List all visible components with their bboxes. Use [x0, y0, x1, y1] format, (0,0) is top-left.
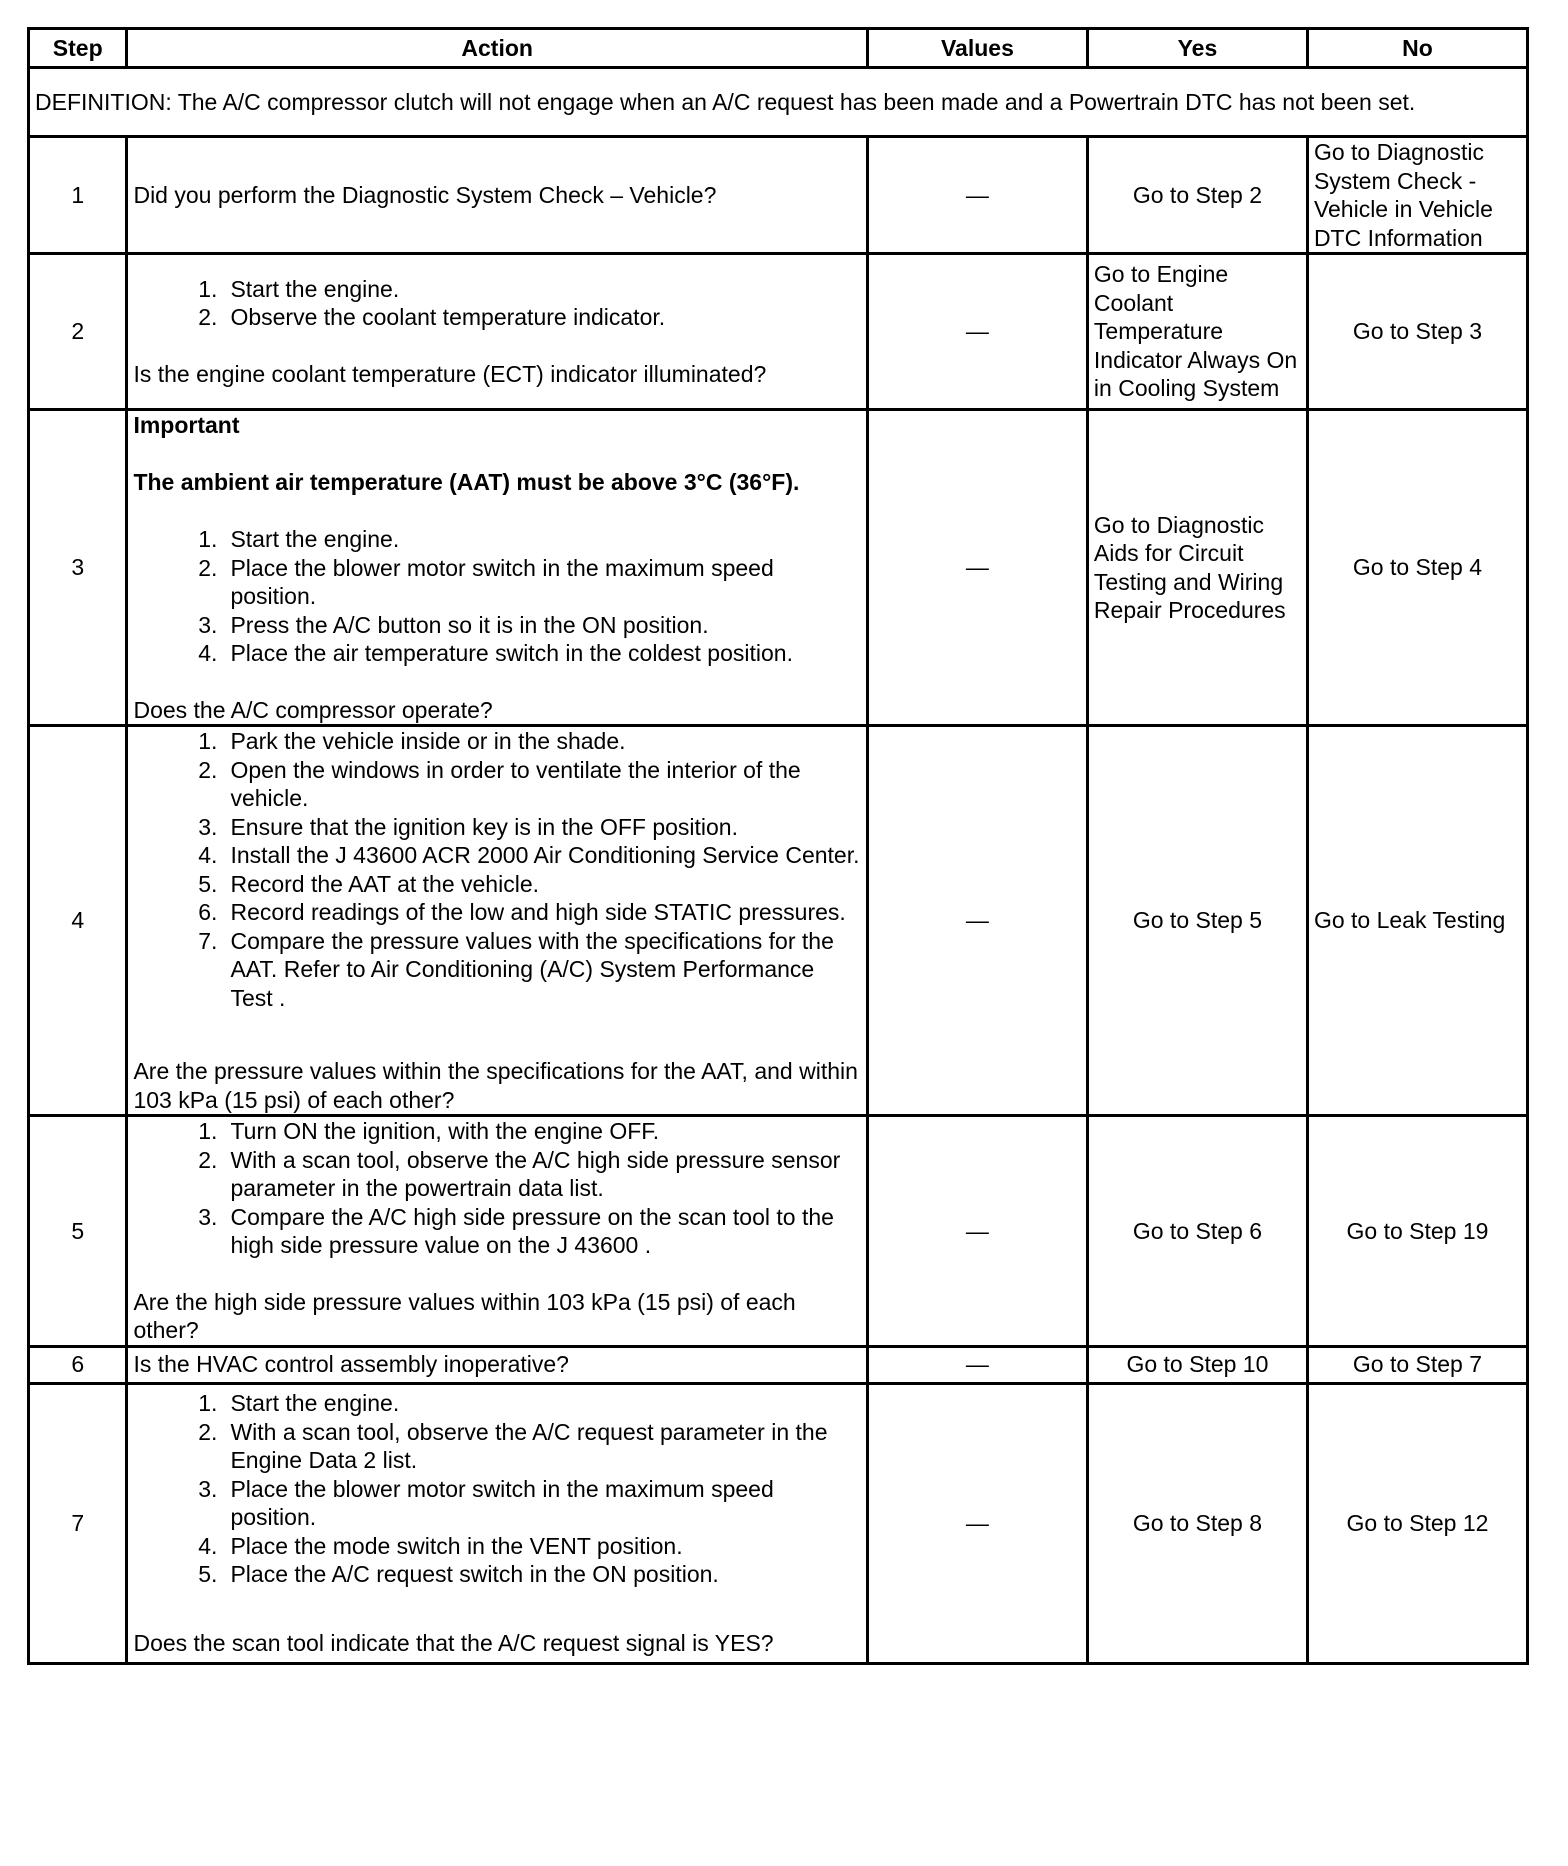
list-item: 4. Place the mode switch in the VENT position.: [198, 1532, 683, 1559]
no-cell: Go to Step 4: [1307, 410, 1527, 726]
action-cell: [127, 1383, 867, 1663]
no-cell: Go to Step 3: [1307, 254, 1527, 410]
action-question: Are the pressure values within the specifications for the AAT, and within 103 kPa (15 psi) of each other?: [133, 1058, 858, 1113]
table-row: [29, 254, 1528, 410]
action-question: Does the scan tool indicate that the A/C request signal is YES?: [133, 1629, 774, 1656]
list-item: 2. With a scan tool, observe the A/C high side pressure sensor parameter in the powertrain data list.: [198, 1146, 841, 1201]
list-item: 2. Open the windows in order to ventilate the interior of the vehicle.: [198, 756, 801, 811]
yes-cell: Go to Step 8: [1087, 1383, 1307, 1663]
action-steps: [133, 275, 860, 332]
step-number: 5: [29, 1116, 127, 1347]
list-item: 2. Place the blower motor switch in the maximum speed position.: [198, 554, 774, 609]
table-row: [29, 1346, 1528, 1383]
yes-cell: Go to Step 10: [1087, 1346, 1307, 1383]
list-item: 4. Place the air temperature switch in the coldest position.: [198, 640, 793, 666]
step-number: 7: [29, 1383, 127, 1663]
list-item: 3. Ensure that the ignition key is in the OFF position.: [198, 813, 738, 840]
list-item: 1. Turn ON the ignition, with the engine OFF.: [198, 1118, 660, 1144]
action-steps: [133, 525, 860, 668]
list-item: 2. With a scan tool, observe the A/C request parameter in the Engine Data 2 list.: [198, 1418, 828, 1473]
yes-cell: Go to Step 6: [1087, 1116, 1307, 1347]
yes-cell: Go to Step 2: [1087, 137, 1307, 254]
yes-cell: Go to Diagnostic Aids for Circuit Testing and Wiring Repair Procedures: [1087, 410, 1307, 726]
list-item: 1. Start the engine.: [198, 275, 400, 302]
yes-cell: Go to Step 5: [1087, 726, 1307, 1116]
action-question: Are the high side pressure values within 103 kPa (15 psi) of each other?: [133, 1288, 796, 1343]
list-item: 3. Compare the A/C high side pressure on the scan tool to the high side pressure value on the J 43600 .: [198, 1203, 834, 1258]
action-question: Is the engine coolant temperature (ECT) indicator illuminated?: [133, 360, 767, 387]
header-values: Values: [867, 29, 1087, 68]
header-row: [29, 29, 1528, 68]
value-cell: —: [867, 1346, 1087, 1383]
list-item: 5. Record the AAT at the vehicle.: [198, 870, 539, 897]
value-cell: —: [867, 726, 1087, 1116]
table-row: [29, 137, 1528, 254]
no-cell: Go to Step 12: [1307, 1383, 1527, 1663]
list-item: 4. Install the J 43600 ACR 2000 Air Conditioning Service Center.: [198, 842, 860, 868]
list-item: 3. Place the blower motor switch in the maximum speed position.: [198, 1475, 774, 1530]
step-number: 6: [29, 1346, 127, 1383]
value-cell: —: [867, 254, 1087, 410]
list-item: 2. Observe the coolant temperature indicator.: [198, 304, 666, 331]
value-cell: —: [867, 410, 1087, 726]
list-item: 7. Compare the pressure values with the specifications for the AAT. Refer to Air Conditioning (A/C) System Performance Test .: [198, 927, 834, 1011]
table-row: [29, 1383, 1528, 1663]
action-cell: [127, 410, 867, 726]
diagnostic-table: [27, 27, 1529, 1665]
action-steps: [133, 1117, 860, 1260]
action-cell: [127, 726, 867, 1116]
important-note: The ambient air temperature (AAT) must be above 3°C (36°F).: [133, 468, 800, 495]
list-item: 3. Press the A/C button so it is in the ON position.: [198, 611, 709, 638]
table-row: [29, 726, 1528, 1116]
important-title: Important: [133, 412, 240, 438]
step-number: 1: [29, 137, 127, 254]
action-cell: [127, 254, 867, 410]
header-no: No: [1307, 29, 1527, 68]
step-number: 4: [29, 726, 127, 1116]
list-item: 6. Record readings of the low and high side STATIC pressures.: [198, 899, 846, 925]
header-action: Action: [127, 29, 867, 68]
action-question: Does the A/C compressor operate?: [133, 696, 493, 723]
value-cell: —: [867, 1383, 1087, 1663]
value-cell: —: [867, 1116, 1087, 1347]
action-cell: [127, 1116, 867, 1347]
list-item: 1. Park the vehicle inside or in the shade.: [198, 728, 626, 754]
step-number: 2: [29, 254, 127, 410]
action-steps: [133, 1389, 860, 1589]
list-item: 5. Place the A/C request switch in the ON position.: [198, 1561, 719, 1587]
no-cell: Go to Leak Testing: [1307, 726, 1527, 1116]
action-question: Is the HVAC control assembly inoperative?: [127, 1346, 867, 1383]
table-row: [29, 410, 1528, 726]
header-yes: Yes: [1087, 29, 1307, 68]
definition-text: DEFINITION: The A/C compressor clutch will not engage when an A/C request has been made and a Powertrain DTC has not been set.: [29, 68, 1528, 137]
yes-cell: Go to Engine Coolant Temperature Indicator Always On in Cooling System: [1087, 254, 1307, 410]
list-item: 1. Start the engine.: [198, 1390, 400, 1416]
value-cell: —: [867, 137, 1087, 254]
step-number: 3: [29, 410, 127, 726]
header-step: Step: [29, 29, 127, 68]
no-cell: Go to Step 19: [1307, 1116, 1527, 1347]
no-cell: Go to Step 7: [1307, 1346, 1527, 1383]
table-row: [29, 1116, 1528, 1347]
action-steps: [133, 727, 860, 1012]
action-question: Did you perform the Diagnostic System Check – Vehicle?: [127, 137, 867, 254]
list-item: 1. Start the engine.: [198, 526, 400, 552]
definition-row: [29, 68, 1528, 137]
no-cell: Go to Diagnostic System Check - Vehicle in Vehicle DTC Information: [1307, 137, 1527, 254]
